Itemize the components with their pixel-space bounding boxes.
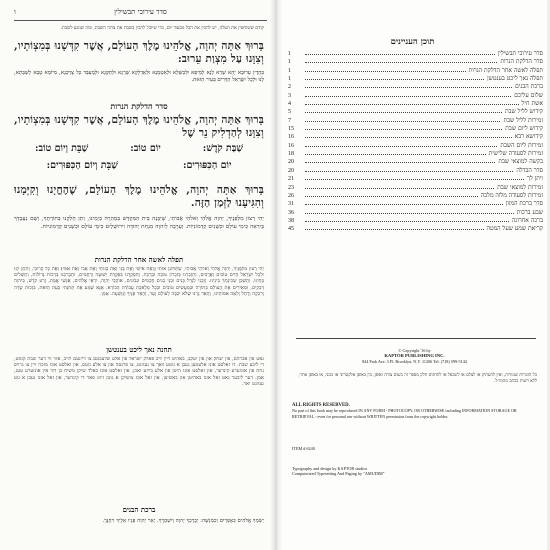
- toc-page-number: 1: [288, 59, 291, 66]
- toc-row: [288, 200, 543, 208]
- toc-entry-name: שלום עליכם: [514, 91, 543, 99]
- toc-row: [288, 67, 543, 75]
- toc-page-number: 45: [288, 226, 294, 233]
- rights-title: ALL RIGHTS RESERVED.: [292, 403, 350, 408]
- toc-entry-name: קידוש ליום שבת: [505, 125, 543, 133]
- toc-entry-name: קריאת שמע שעל המטה: [486, 225, 543, 233]
- holiday-option: שַׁבָּת וְיוֹם הַכִּפּוּרִים:: [46, 160, 118, 171]
- toc-row: [288, 150, 543, 158]
- toc-leader-dots: [305, 95, 511, 97]
- holiday-option: שַׁבָּת וְיוֹם טוֹב:: [35, 143, 89, 154]
- toc-page-number: 20: [288, 167, 294, 174]
- toc-page-number: 5: [288, 109, 291, 116]
- toc-leader-dots: [305, 212, 514, 214]
- toc-entry-name: זמירות ליום השבת: [500, 141, 543, 149]
- toc-leader-dots: [305, 128, 502, 130]
- rights-english: [292, 403, 537, 419]
- toc-leader-dots: [305, 61, 497, 63]
- toc-page-number: 16: [288, 134, 294, 141]
- toc-leader-dots: [305, 120, 500, 122]
- shehecheyanu-blessing: בָּרוּךְ אַתָּה יְהוָה, אֱלֹהֵינוּ מֶלֶךְ הָעוֹלָם, שֶׁהֶחֱיָנוּ וְקִיְּמָנוּ וְהִגִּיעָנוּ לַזְּמַן הַזֶּה.: [14, 184, 264, 209]
- children-blessing-heading: ברכת הבנים: [122, 505, 156, 514]
- toc-page-number: 20: [288, 159, 294, 166]
- toc-row: [288, 58, 543, 66]
- toc-row: [288, 192, 543, 200]
- rights-body: No part of this book may be reproduced IN ANY FORM - PHOTOCOPY, OR OTHERWISE including INFORMATION STORAGE OR RETRIEVAL - even for personal use without WRITTEN permission from the copyright holder.: [292, 408, 517, 419]
- toc-leader-dots: [305, 153, 486, 155]
- eruv-declaration: בַּהֲדֵין עֵרוּבָא יְהֵא שָׁרֵא לָנָא לְמֵיפָא וּלְבַשָּׁלָא וּלְאַטְמָנָא וּלְאַדְלָקָא שְׁרָגָא וּלְתַקָּנָא וּלְמֶעְבַּד כָּל צָרְכָּנָא, מִיּוֹמָא טָבָא לְשַׁבְּתָא, לָנוּ וּלְכָל יִשְׂרָאֵל הַדָּרִים בָּעִיר הַזֹּאת.: [14, 70, 264, 83]
- toc-entry-name: זמירות לסעודה מלוה מלכה: [480, 191, 543, 199]
- toc-row: [288, 158, 543, 166]
- toc-page-number: 26: [288, 192, 294, 199]
- toc-page-number: 36: [288, 209, 294, 216]
- toc-row: [288, 75, 543, 83]
- rights-hebrew: כל הזכויות שמורות, ואין להעתיק או לצלם או לשכפל או להדפיס חלק מספר זה בשום צורה ואופן, בין באופן אלקטרוני או מכני, או באופן אחר, ללא רשות בכתב מהמו״ל.: [298, 373, 537, 384]
- yiddish-prayer-text: גאט פון אברהם, פון יצחק און פון יעקב, באהיט דיין ליב פאלק ישראל פון אלע שלעכטס צו דיינעם לויב, אזוי ווי דער שבת קומט, די ליבע שבת. דו זאלסט אונז אלעמען געבן א גוטע וואך צו געזונט, צו פרנסה און צו אלע גוטס, און זאלסט אונז מזכה זיין צו גרויס נחת פון אונזערע קינדער, און זאלסט אונז היטן פון אלע בייזע זאכן. און זאלסט אונז באלד שיקן משיח בן דוד אין אונזערע טעג, אמן. דער ליבער גאט זאל אונז באהיטן און באשיצן, און זאל אונז צושיקן א גוטן זיווג פאר די קינדער, און זאל אונז געבן א גוט געזונט יאר.: [14, 357, 264, 387]
- toc-leader-dots: [305, 203, 503, 205]
- typesetting-line: Computerized Typesetting And Paging by "AMUDIM": [292, 471, 385, 477]
- holiday-option: שַׁבַּת קֹדֶשׁ:: [202, 143, 243, 154]
- toc-entry-name: ויתן לך: [527, 175, 543, 183]
- toc-row: [288, 133, 543, 141]
- toc-entry-name: סדר הדלקת הנרות: [500, 58, 543, 66]
- toc-row: [288, 209, 543, 217]
- table-of-contents: [288, 50, 543, 234]
- running-head: [14, 8, 267, 21]
- toc-page-number: 23: [288, 184, 294, 191]
- toc-entry-name: שבע ברכות: [516, 208, 543, 216]
- toc-page-number: 16: [288, 142, 294, 149]
- toc-entry-name: סדר ברכת המזון: [505, 200, 543, 208]
- toc-entry-name: ברכה אחרונה: [511, 216, 543, 224]
- toc-row: [288, 175, 543, 183]
- toc-leader-dots: [305, 53, 495, 55]
- toc-leader-dots: [305, 70, 466, 72]
- toc-entry-name: תפלה לאשה אחר הדלקת הנרות: [468, 66, 543, 74]
- toc-page-number: 4: [288, 101, 291, 108]
- item-number: ITEM # 6240: [292, 446, 315, 451]
- toc-row: [288, 83, 543, 91]
- toc-entry-name: סדר הבדלה: [516, 166, 543, 174]
- toc-page-number: 15: [288, 126, 294, 133]
- toc-leader-dots: [305, 195, 478, 197]
- toc-page-number: 18: [288, 151, 294, 158]
- toc-entry-name: זמירות לליל שבת: [503, 116, 543, 124]
- toc-page-number: 7: [288, 117, 291, 124]
- publisher-address: 844 Park Ave. 3 Fl. Brooklyn, N.Y. 11206 Tel: (718) 599-5144: [362, 358, 467, 364]
- yiddish-prayer-heading: תחנה נאך ליכט בענטשן: [106, 345, 172, 354]
- toc-row: [288, 125, 543, 133]
- typography-credits: [292, 466, 537, 477]
- toc-entry-name: קידושא רבא: [514, 133, 543, 141]
- toc-page-number: 3: [288, 92, 291, 99]
- copyright-block: [292, 348, 537, 364]
- book-gutter: [270, 0, 282, 550]
- copyright-line: © Copyright '16 by: [398, 348, 431, 353]
- toc-leader-dots: [305, 178, 524, 180]
- toc-entry-name: אשת חיל: [521, 100, 543, 108]
- running-head-title: סדר עירובי תבשילין: [114, 8, 167, 16]
- toc-entry-name: זמירות לסעודה שלישית: [488, 150, 543, 158]
- toc-leader-dots: [305, 136, 512, 138]
- divider-rule: [296, 338, 536, 339]
- candle-lighting-heading: סדר הדלקת הנרות: [110, 101, 168, 111]
- toc-entry-name: זמירות למוצאי שבת: [497, 183, 543, 191]
- holiday-options-row2: [14, 160, 264, 171]
- toc-row: [288, 92, 543, 100]
- page-number: ו: [14, 8, 16, 16]
- toc-leader-dots: [305, 111, 502, 113]
- toc-leader-dots: [305, 187, 494, 189]
- toc-page-number: 1: [288, 67, 291, 74]
- children-blessing-text: יְשִׂמְךָ אֱלֹהִים כְּאֶפְרַיִם וְכִמְנַשֶּׁה: יְבָרֶכְךָ יְהוָה וְיִשְׁמְרֶךָ. יָאֵר יְהוָה פָּנָיו אֵלֶיךָ וִיחֻנֶּךָּ.: [102, 518, 264, 524]
- toc-row: [288, 225, 543, 233]
- toc-page-number: 38: [288, 217, 294, 224]
- yehi-ratzon-text: יְהִי רָצוֹן מִלְּפָנֶיךָ, יְהוָה אֱלֹהַי וֵאלֹהֵי אֲבוֹתַי, שֶׁיִּבָּנֶה בֵּית הַמִּקְדָּשׁ בִּמְהֵרָה בְיָמֵינוּ, וְתֵן חֶלְקֵנוּ בְּתוֹרָתֶךָ, וְשָׁם נַעֲבָדְךָ בְּיִרְאָה כִּימֵי עוֹלָם וּכְשָׁנִים קַדְמוֹנִיּוֹת. וְעָרְבָה לַיהוָה מִנְחַת יְהוּדָה וִירוּשָׁלָיִם כִּימֵי עוֹלָם וּכְשָׁנִים קַדְמוֹנִיּוֹת.: [14, 216, 264, 230]
- prayer-heading: תפלה לאשה אחר הדלקת הנרות: [94, 255, 184, 264]
- toc-row: [288, 117, 543, 125]
- toc-leader-dots: [305, 228, 484, 230]
- prayer-text: יְהִי רָצוֹן מִלְּפָנֶיךָ, יְהוָה אֱלֹהַי וֵאלֹהֵי אֲבוֹתַי, שֶׁתְּחוֹנֵן אוֹתִי (וְאֶת אִישִׁי וְאֶת בָּנַי וְאֶת בְּנוֹתַי וְאֶת אָבִי וְאֶת אִמִּי) וְאֶת כָּל קְרוֹבַי, וְתִתֶּן לָנוּ וּלְכָל יִשְׂרָאֵל חַיִּים טוֹבִים וַאֲרֻכִּים, וְתִזְכְּרֵנוּ בְּזִכְרוֹן טוֹבָה וּבְרָכָה, וְתִפְקְדֵנוּ בִּפְקֻדַּת יְשׁוּעָה וְרַחֲמִים, וּתְבָרְכֵנוּ בְּרָכוֹת גְּדוֹלוֹת, וְתַשְׁלִים בָּתֵּינוּ, וְתַשְׁכֵּן שְׁכִינָתְךָ בֵּינֵינוּ. וְזַכֵּנִי לְגַדֵּל בָּנִים וּבְנֵי בָנִים חֲכָמִים וּנְבוֹנִים, אוֹהֲבֵי יְהוָה, יִרְאֵי אֱלֹהִים, אַנְשֵׁי אֱמֶת, זֶרַע קֹדֶשׁ, בַּיהוָה דְּבֵקִים, וּמְאִירִים אֶת הָעוֹלָם בַּתּוֹרָה וּבְמַעֲשִׂים טוֹבִים וּבְכָל מְלֶאכֶת עֲבוֹדַת הַבּוֹרֵא. אָנָּא שְׁמַע אֶת תְּחִנָּתִי בָּעֵת הַזֹּאת, בִּזְכוּת שָׂרָה וְרִבְקָה וְרָחֵל וְלֵאָה אִמּוֹתֵינוּ, וְהָאֵר נֵרֵנוּ שֶׁלֹּא יִכְבֶּה לְעוֹלָם וָעֶד, וְהָאֵר פָּנֶיךָ וְנִוָּשֵׁעָה. אָמֵן.: [14, 267, 264, 297]
- toc-entry-name: בקשה למוצאי שבת: [498, 158, 543, 166]
- candle-blessing: בָּרוּךְ אַתָּה יְהוָה, אֱלֹהֵינוּ מֶלֶךְ הָעוֹלָם, אֲשֶׁר קִדְּשָׁנוּ בְּמִצְוֹתָיו, וְצִוָּנוּ לְהַדְלִיק נֵר שֶׁל: [14, 114, 264, 139]
- toc-row: [288, 108, 543, 116]
- toc-page-number: 1: [288, 51, 291, 57]
- toc-row: [288, 100, 543, 108]
- toc-row: [288, 50, 543, 58]
- publisher-name: KAPTOR PUBLISHING INC.: [384, 353, 445, 359]
- toc-row: [288, 184, 543, 192]
- toc-entry-name: תפלה נאך ליכט בענטשן: [487, 75, 543, 83]
- toc-leader-dots: [305, 103, 519, 105]
- toc-leader-dots: [305, 170, 513, 172]
- toc-entry-name: סדר עירובי תבשילין: [497, 50, 543, 57]
- toc-page-number: 31: [288, 201, 294, 208]
- eruv-blessing: בָּרוּךְ אַתָּה יְהוָה, אֱלֹהֵינוּ מֶלֶךְ הָעוֹלָם, אֲשֶׁר קִדְּשָׁנוּ בְּמִצְוֹתָיו, וְצִוָּנוּ עַל מִצְוַת עֵרוּב:: [14, 40, 264, 65]
- typography-line: Typography and design by KAPTOR studios: [292, 466, 368, 471]
- toc-row: [288, 217, 543, 225]
- toc-entry-name: קידוש לליל שבת: [504, 108, 543, 116]
- toc-page-number: 1: [288, 76, 291, 83]
- toc-leader-dots: [305, 86, 512, 88]
- toc-page-number: 21: [288, 176, 294, 183]
- toc-leader-dots: [305, 78, 484, 80]
- toc-title: תוכן העניינים: [390, 37, 435, 47]
- toc-entry-name: ברכת הבנים: [515, 83, 543, 91]
- intro-instructions: קודם ששוחטין את הטלה, יש להכין את הכל מבעוד יום, כדי שיוכל להכין בשבת את צרכי השבת, ומה שנוגע לשבת.: [60, 26, 264, 31]
- holiday-option: יוֹם טוֹב:: [130, 143, 161, 154]
- toc-row: [288, 167, 543, 175]
- holiday-option: יוֹם הַכִּפּוּרִים:: [182, 160, 232, 171]
- toc-leader-dots: [305, 220, 509, 222]
- toc-row: [288, 142, 543, 150]
- holiday-options-row1: [14, 143, 264, 154]
- toc-leader-dots: [305, 161, 495, 163]
- toc-page-number: 2: [288, 84, 291, 91]
- toc-leader-dots: [305, 145, 497, 147]
